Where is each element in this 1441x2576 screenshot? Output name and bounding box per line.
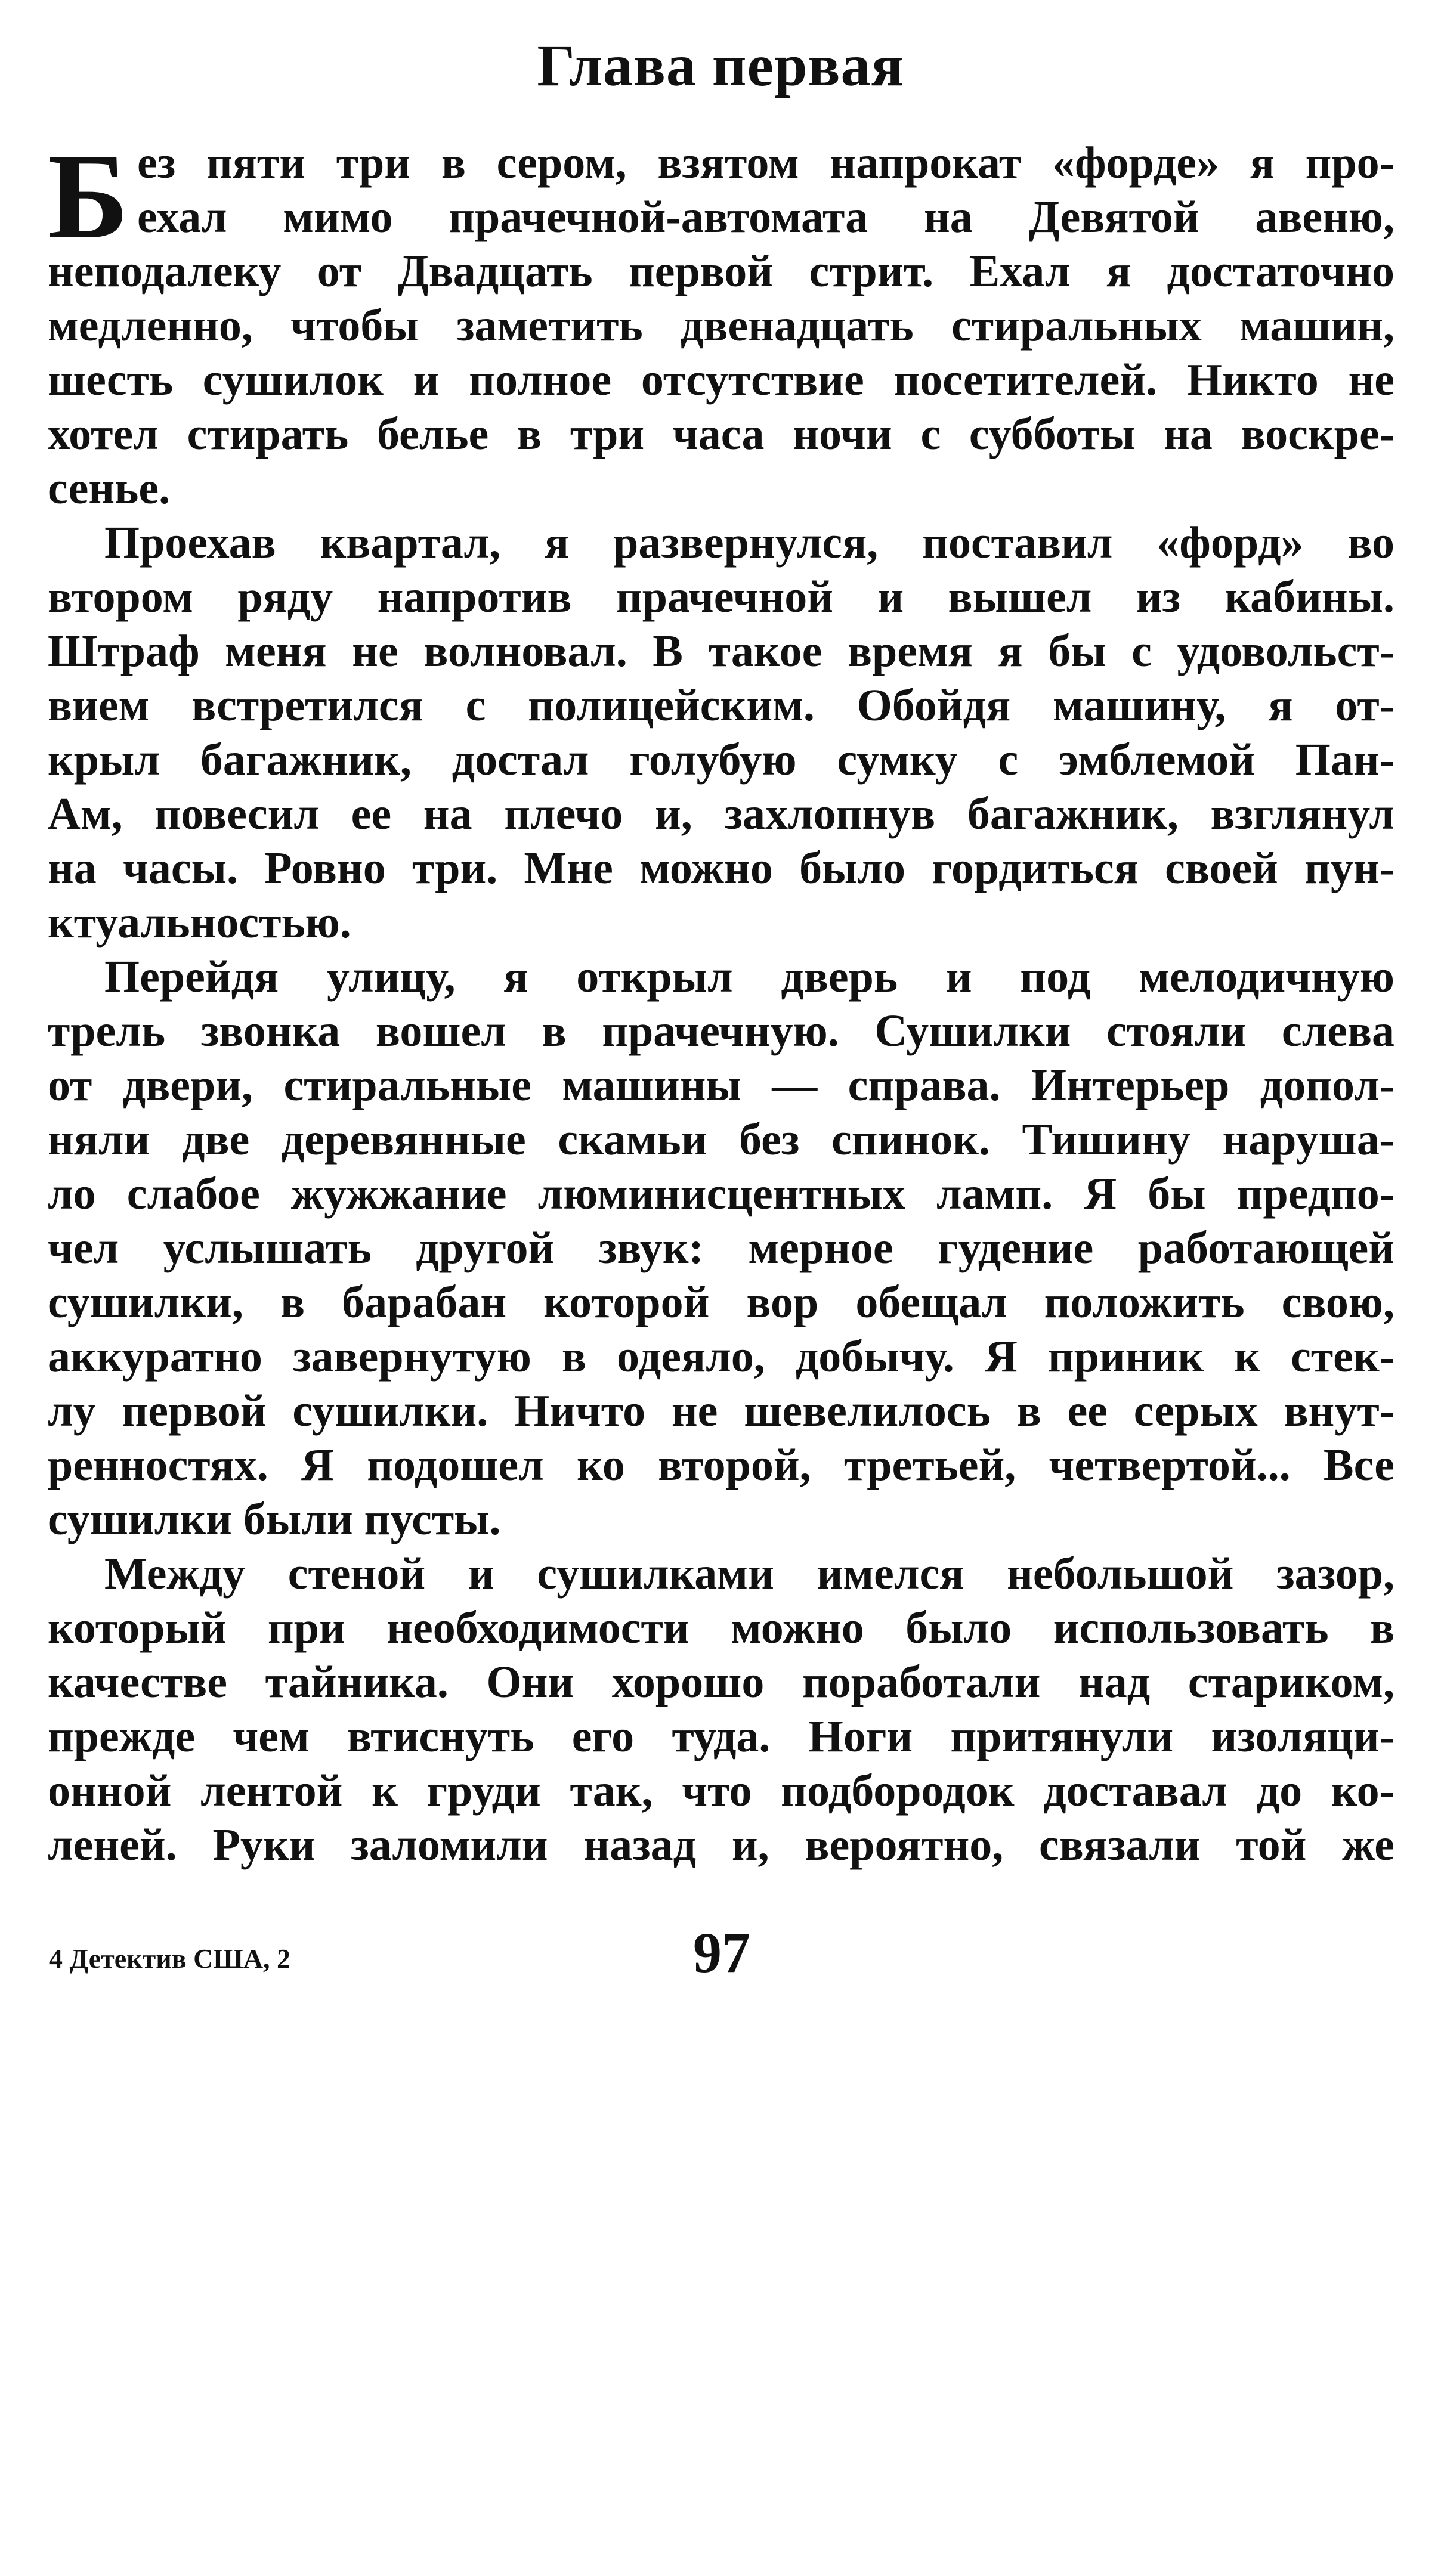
text-line: Перейдя улицу, я открыл дверь и под мелодичную — [104, 952, 1394, 1002]
page-number: 97 — [693, 1921, 750, 1984]
text-line: ктуальностью. — [48, 897, 351, 948]
text-line: Между стеной и сушилками имелся небольшой зазор, — [104, 1549, 1394, 1599]
text-line: ез пяти три в сером, взятом напрокат «форде» я про- — [137, 138, 1394, 188]
text-line: сушилки были пусты. — [48, 1494, 501, 1544]
text-line: крыл багажник, достал голубую сумку с эмблемой Пан- — [48, 735, 1394, 785]
text-line: прежде чем втиснуть его туда. Ноги притянули изоляци- — [48, 1711, 1394, 1761]
text-line: ренностях. Я подошел ко второй, третьей, четвертой... Все — [48, 1440, 1394, 1490]
text-line: леней. Руки заломили назад и, вероятно, связали той же — [48, 1820, 1394, 1870]
text-line: от двери, стиральные машины — справа. Интерьер допол- — [48, 1060, 1394, 1110]
text-line: вием встретился с полицейским. Обойдя машину, я от- — [48, 680, 1394, 730]
text-line: хотел стирать белье в три часа ночи с субботы на воскре- — [48, 409, 1394, 459]
text-line: аккуратно завернутую в одеяло, добычу. Я приник к стек- — [48, 1332, 1394, 1382]
text-line: который при необходимости можно было использовать в — [48, 1603, 1394, 1653]
text-line: сушилки, в барабан которой вор обещал положить свою, — [48, 1277, 1394, 1327]
text-line: трель звонка вошел в прачечную. Сушилки стояли слева — [48, 1006, 1394, 1056]
text-line: медленно, чтобы заметить двенадцать стиральных машин, — [48, 301, 1394, 351]
text-line: на часы. Ровно три. Мне можно было гордиться своей пун- — [48, 843, 1394, 893]
text-line: лу первой сушилки. Ничто не шевелилось в ее серых внут- — [48, 1386, 1394, 1436]
body-text — [48, 129, 1394, 1872]
text-line: неподалеку от Двадцать первой стрит. Ехал я достаточно — [48, 246, 1394, 296]
text-line: втором ряду напротив прачечной и вышел из кабины. — [48, 572, 1394, 622]
chapter-title: Глава первая — [537, 32, 904, 98]
text-line: онной лентой к груди так, что подбородок доставал до ко- — [48, 1766, 1394, 1816]
text-line: Проехав квартал, я развернулся, поставил «форд» во — [104, 518, 1394, 568]
drop-cap-letter: Б — [48, 129, 129, 264]
text-line: ехал мимо прачечной-автомата на Девятой авеню, — [137, 192, 1394, 242]
text-line: сенье. — [48, 463, 171, 513]
text-line: Ам, повесил ее на плечо и, захлопнув багажник, взглянул — [48, 789, 1394, 839]
printer-signature: 4 Детектив США, 2 — [49, 1943, 291, 1974]
text-line: качестве тайника. Они хорошо поработали над стариком, — [48, 1657, 1394, 1707]
text-line: няли две деревянные скамьи без спинок. Тишину наруша- — [48, 1114, 1394, 1165]
text-line: Штраф меня не волновал. В такое время я бы с удовольст- — [48, 626, 1394, 676]
text-line: шесть сушилок и полное отсутствие посетителей. Никто не — [48, 355, 1394, 405]
text-line: ло слабое жужжание люминисцентных ламп. Я бы предпо- — [48, 1169, 1394, 1219]
text-line: чел услышать другой звук: мерное гудение работающей — [48, 1223, 1394, 1273]
